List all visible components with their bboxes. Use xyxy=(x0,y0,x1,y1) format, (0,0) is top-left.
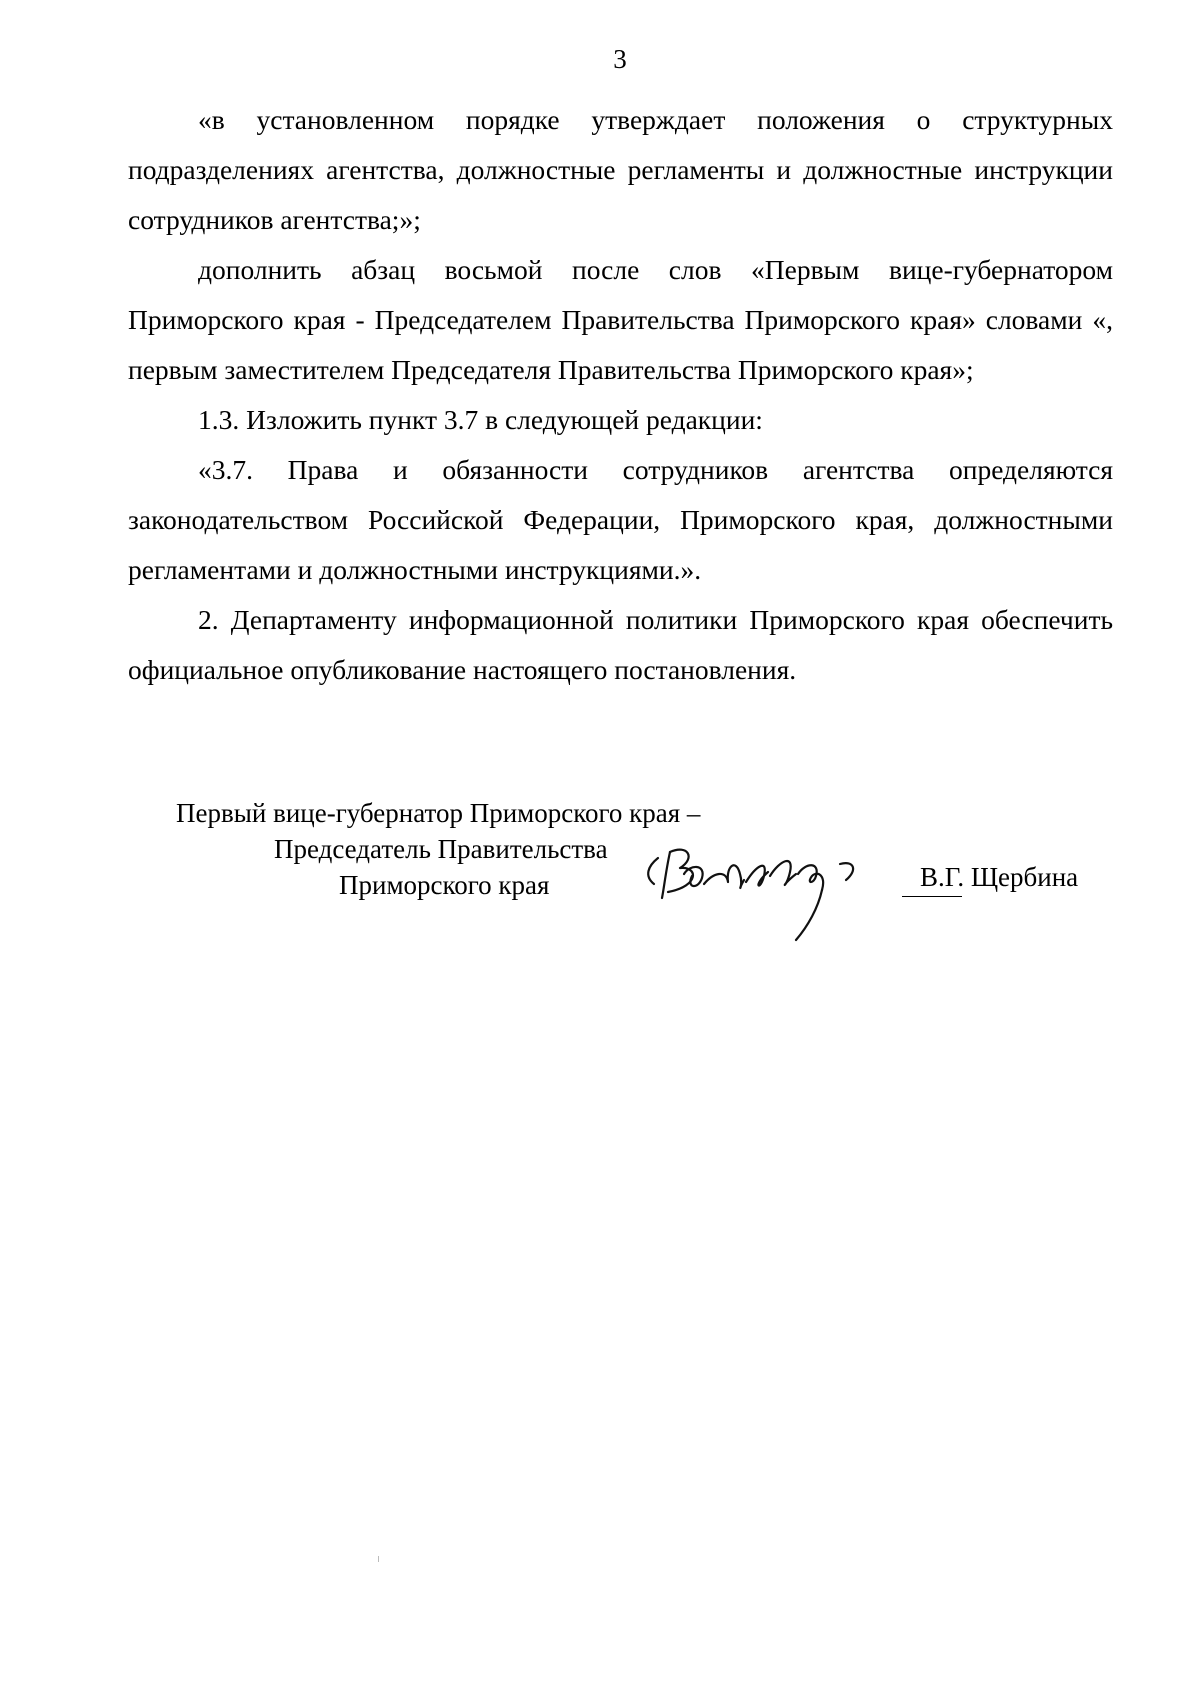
signatory-position-line-3: Приморского края xyxy=(339,870,550,900)
scan-artifact xyxy=(378,1556,379,1562)
signatory-name: В.Г. Щербина xyxy=(920,862,1079,892)
signatory-position-line-1: Первый вице-губернатор Приморского края – xyxy=(176,798,701,828)
handwritten-signature xyxy=(640,836,900,946)
paragraph-point-1-3: 1.3. Изложить пункт 3.7 в следующей редакции: xyxy=(198,404,763,435)
signatory-position-line-2: Председатель Правительства xyxy=(274,834,608,864)
paragraph-eighth-abzac-amendment: дополнить абзац восьмой после слов «Первым вице-губернатором Приморского края - Председателем Правительства Приморского края» словами «, первым заместителем Председателя Правительства Приморского края»; xyxy=(128,254,1113,385)
document-body xyxy=(128,95,1113,695)
paragraph-regulations-approval: «в установленном порядке утверждает положения о структурных подразделениях агентства, должностные регламенты и должностные инструкции сотрудников агентства;»; xyxy=(128,104,1113,235)
paragraph-point-2-publication: 2. Департаменту информационной политики Приморского края обеспечить официальное опубликование настоящего постановления. xyxy=(128,604,1113,685)
signature-underline xyxy=(902,896,962,897)
paragraph-point-3-7: «3.7. Права и обязанности сотрудников агентства определяются законодательством Российской Федерации, Приморского края, должностными регламентами и должностными инструкциями.». xyxy=(128,454,1113,585)
page-number: 3 xyxy=(613,44,627,74)
